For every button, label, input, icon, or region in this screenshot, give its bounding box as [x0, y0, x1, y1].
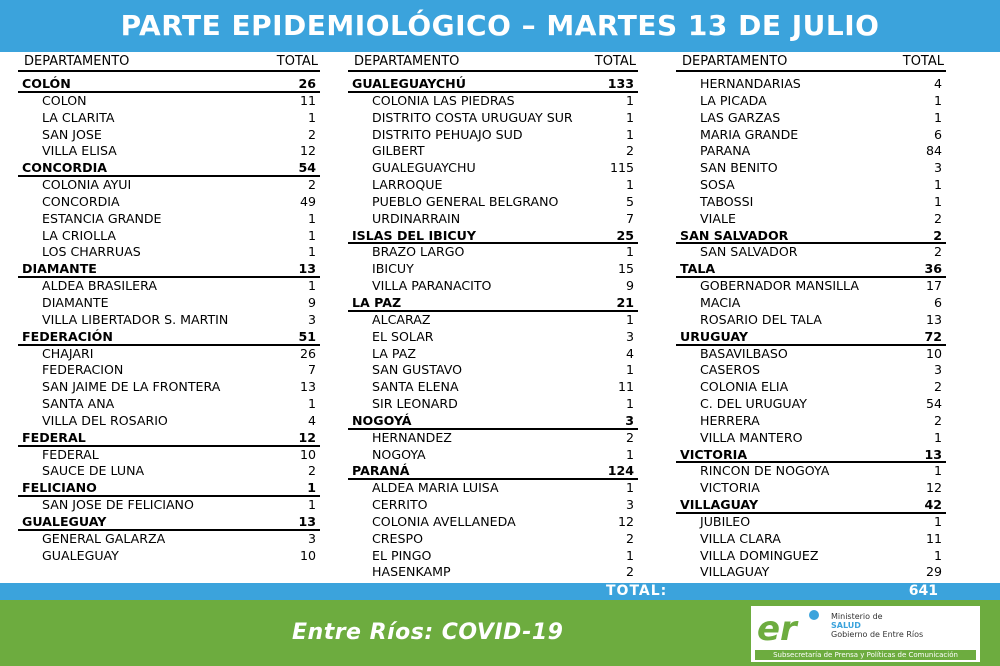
department-total: 42: [924, 497, 942, 513]
city-row: [676, 110, 946, 127]
city-count: 3: [625, 328, 634, 344]
city-name: GOBERNADOR MANSILLA: [700, 278, 859, 294]
city-row: [18, 531, 320, 548]
city-row: [676, 362, 946, 379]
column-left: [18, 53, 320, 564]
city-name: LA PAZ: [372, 345, 416, 361]
city-name: CRESPO: [372, 530, 424, 546]
city-count: 7: [625, 210, 634, 226]
city-row: [18, 228, 320, 245]
city-row: [348, 379, 638, 396]
city-count: 1: [933, 463, 942, 479]
city-count: 2: [307, 177, 316, 193]
city-count: 1: [307, 278, 316, 294]
department-total: 72: [924, 328, 942, 344]
er-logo-mark: er: [757, 609, 797, 649]
city-row: [676, 127, 946, 144]
city-row: [348, 362, 638, 379]
city-row: [676, 430, 946, 447]
city-count: 2: [933, 379, 942, 395]
city-row: [18, 177, 320, 194]
city-row: [676, 160, 946, 177]
city-count: 4: [307, 412, 316, 428]
city-name: LA CRIOLLA: [42, 227, 117, 243]
city-name: CHAJARI: [42, 345, 94, 361]
city-name: JUBILEO: [700, 513, 751, 529]
department-name: FEDERACIÓN: [22, 328, 113, 344]
department-row: [348, 76, 638, 93]
city-count: 1: [307, 396, 316, 412]
city-name: C. DEL URUGUAY: [700, 396, 807, 412]
department-row: [18, 261, 320, 278]
department-total: 36: [924, 261, 942, 277]
city-row: [676, 194, 946, 211]
city-name: PARANA: [700, 143, 751, 159]
city-row: [676, 548, 946, 565]
department-total: 51: [298, 328, 316, 344]
city-name: LAS GARZAS: [700, 109, 781, 125]
city-name: SAUCE DE LUNA: [42, 463, 145, 479]
city-name: GUALEGUAYCHU: [372, 160, 476, 176]
city-row: [18, 127, 320, 144]
city-name: BRAZO LARGO: [372, 244, 465, 260]
department-name: DIAMANTE: [22, 261, 97, 277]
city-count: 2: [933, 210, 942, 226]
city-count: 7: [307, 362, 316, 378]
city-name: MACIA: [700, 294, 741, 310]
city-row: [18, 211, 320, 228]
city-row: [676, 480, 946, 497]
department-name: VILLAGUAY: [680, 497, 759, 513]
department-name: PARANÁ: [352, 463, 410, 479]
city-row: [348, 329, 638, 346]
city-name: FEDERAL: [42, 446, 99, 462]
city-row: [348, 278, 638, 295]
city-count: 1: [625, 177, 634, 193]
department-name: FEDERAL: [22, 429, 86, 445]
city-name: LA PICADA: [700, 92, 767, 108]
city-name: SAN BENITO: [700, 160, 778, 176]
city-row: [676, 93, 946, 110]
city-row: [18, 244, 320, 261]
city-row: [348, 346, 638, 363]
city-name: CASEROS: [700, 362, 761, 378]
city-name: HERRERA: [700, 412, 760, 428]
city-row: [676, 346, 946, 363]
city-count: 2: [307, 126, 316, 142]
city-count: 26: [299, 345, 316, 361]
city-row: [18, 278, 320, 295]
city-name: VIALE: [700, 210, 736, 226]
city-row: [18, 312, 320, 329]
city-count: 1: [933, 429, 942, 445]
city-name: TABOSSI: [700, 193, 754, 209]
department-name: FELICIANO: [22, 480, 97, 496]
department-row: [348, 463, 638, 480]
city-count: 9: [625, 278, 634, 294]
city-count: 13: [925, 311, 942, 327]
city-name: SOSA: [700, 177, 735, 193]
city-name: VILLA DOMINGUEZ: [700, 547, 819, 563]
city-name: CERRITO: [372, 497, 428, 513]
city-row: [348, 211, 638, 228]
header-departamento: DEPARTAMENTO: [682, 54, 788, 69]
column-header: [18, 53, 320, 72]
city-name: DISTRITO COSTA URUGUAY SUR: [372, 109, 573, 125]
city-row: [348, 447, 638, 464]
city-row: [348, 396, 638, 413]
city-count: 11: [617, 379, 634, 395]
city-count: 1: [307, 244, 316, 260]
city-count: 2: [307, 463, 316, 479]
city-count: 1: [625, 480, 634, 496]
city-row: [676, 211, 946, 228]
department-name: COLÓN: [22, 76, 71, 91]
table-rows: [18, 76, 320, 564]
city-count: 115: [609, 160, 634, 176]
city-name: VICTORIA: [700, 480, 760, 496]
city-row: [18, 548, 320, 565]
city-name: SAN JAIME DE LA FRONTERA: [42, 379, 221, 395]
department-name: GUALEGUAY: [22, 513, 107, 529]
city-count: 11: [925, 530, 942, 546]
city-row: [676, 312, 946, 329]
department-row: [348, 228, 638, 245]
city-count: 13: [299, 379, 316, 395]
city-count: 6: [933, 294, 942, 310]
city-name: HERNANDARIAS: [700, 76, 801, 91]
city-name: VILLA LIBERTADOR S. MARTIN: [42, 311, 229, 327]
city-count: 1: [307, 109, 316, 125]
city-name: COLONIA ELIA: [700, 379, 789, 395]
city-count: 1: [625, 311, 634, 327]
column-header: [676, 53, 946, 72]
city-name: SANTA ELENA: [372, 379, 459, 395]
city-count: 1: [933, 109, 942, 125]
department-row: [676, 447, 946, 464]
city-row: [676, 514, 946, 531]
department-total: 25: [616, 227, 634, 243]
city-name: SAN JOSE DE FELICIANO: [42, 497, 194, 513]
city-name: DISTRITO PEHUAJO SUD: [372, 126, 523, 142]
city-count: 1: [625, 446, 634, 462]
city-row: [676, 295, 946, 312]
total-bar: [0, 583, 1000, 600]
department-name: TALA: [680, 261, 716, 277]
city-row: [348, 93, 638, 110]
city-count: 1: [625, 244, 634, 260]
city-count: 11: [299, 92, 316, 108]
department-total: 13: [298, 513, 316, 529]
department-row: [676, 329, 946, 346]
department-total: 124: [607, 463, 634, 479]
city-count: 1: [625, 126, 634, 142]
city-count: 1: [307, 227, 316, 243]
department-name: LA PAZ: [352, 294, 402, 310]
city-row: [676, 564, 946, 581]
city-count: 1: [625, 92, 634, 108]
city-row: [18, 396, 320, 413]
city-name: VILLA ELISA: [42, 143, 117, 159]
city-count: 1: [933, 177, 942, 193]
city-name: PUEBLO GENERAL BELGRANO: [372, 193, 559, 209]
city-row: [348, 531, 638, 548]
city-row: [348, 143, 638, 160]
city-name: IBICUY: [372, 261, 414, 277]
department-row: [676, 261, 946, 278]
city-row: [18, 413, 320, 430]
department-row: [18, 514, 320, 531]
city-count: 49: [299, 193, 316, 209]
city-row: [18, 497, 320, 514]
city-row: [348, 127, 638, 144]
city-count: 3: [307, 530, 316, 546]
city-count: 54: [925, 396, 942, 412]
department-name: GUALEGUAYCHÚ: [352, 76, 466, 91]
city-name: SIR LEONARD: [372, 396, 458, 412]
city-name: FEDERACION: [42, 362, 124, 378]
logo-line2: SALUD: [831, 621, 861, 630]
city-count: 1: [933, 513, 942, 529]
department-row: [18, 160, 320, 177]
column-middle: [348, 53, 638, 581]
city-count: 10: [299, 446, 316, 462]
city-count: 1: [625, 362, 634, 378]
city-count: 1: [625, 547, 634, 563]
city-row: [348, 514, 638, 531]
city-row: [18, 295, 320, 312]
city-name: SANTA ANA: [42, 396, 115, 412]
header-total: TOTAL: [594, 54, 636, 69]
city-name: VILLAGUAY: [700, 564, 770, 580]
city-name: ESTANCIA GRANDE: [42, 210, 162, 226]
city-name: ALCARAZ: [372, 311, 431, 327]
city-row: [18, 379, 320, 396]
logo-line3: Gobierno de Entre Ríos: [831, 630, 924, 639]
city-count: 1: [625, 396, 634, 412]
city-name: RINCON DE NOGOYA: [700, 463, 830, 479]
city-name: ALDEA MARIA LUISA: [372, 480, 499, 496]
department-row: [348, 295, 638, 312]
header-total: TOTAL: [902, 54, 944, 69]
department-row: [348, 413, 638, 430]
city-count: 3: [307, 311, 316, 327]
city-row: [348, 160, 638, 177]
department-name: URUGUAY: [680, 328, 748, 344]
city-name: SAN JOSE: [42, 126, 102, 142]
department-total: 3: [625, 412, 634, 428]
department-name: CONCORDIA: [22, 160, 108, 176]
city-row: [18, 93, 320, 110]
city-count: 1: [625, 109, 634, 125]
city-name: EL PINGO: [372, 547, 432, 563]
department-total: 13: [924, 446, 942, 462]
city-name: COLONIA AYUI: [42, 177, 132, 193]
logo-line1: Ministerio de: [831, 612, 883, 621]
city-row: [676, 379, 946, 396]
department-total: 12: [298, 429, 316, 445]
city-name: COLONIA LAS PIEDRAS: [372, 92, 515, 108]
city-count: 3: [933, 160, 942, 176]
city-row: [348, 110, 638, 127]
city-row: [18, 447, 320, 464]
column-header: [348, 53, 638, 72]
city-row: [348, 194, 638, 211]
city-row: [348, 564, 638, 581]
city-row: [348, 312, 638, 329]
department-row: [18, 329, 320, 346]
city-row: [348, 480, 638, 497]
city-name: DIAMANTE: [42, 294, 109, 310]
city-row: [676, 531, 946, 548]
city-row: [676, 396, 946, 413]
city-count: 2: [625, 429, 634, 445]
city-row: [676, 244, 946, 261]
ministry-logo: [751, 606, 980, 662]
city-row: [18, 362, 320, 379]
city-name: COLONIA AVELLANEDA: [372, 513, 516, 529]
city-row: [18, 110, 320, 127]
city-name: URDINARRAIN: [372, 210, 461, 226]
city-row: [348, 430, 638, 447]
city-count: 2: [933, 244, 942, 260]
city-count: 10: [299, 547, 316, 563]
city-name: ROSARIO DEL TALA: [700, 311, 822, 327]
footer-slogan: Entre Ríos: COVID-19: [292, 620, 564, 645]
department-row: [18, 480, 320, 497]
city-count: 4: [625, 345, 634, 361]
city-count: 12: [617, 513, 634, 529]
city-name: ALDEA BRASILERA: [42, 278, 157, 294]
logo-dot-icon: [809, 610, 819, 620]
city-name: MARIA GRANDE: [700, 126, 799, 142]
column-right: [676, 53, 946, 581]
logo-subtitle: Subsecretaría de Prensa y Políticas de Comunicación: [755, 650, 976, 660]
total-value: 641: [908, 583, 938, 599]
city-row: [676, 143, 946, 160]
city-name: VILLA MANTERO: [700, 429, 803, 445]
header-total: TOTAL: [276, 54, 318, 69]
city-row: [18, 194, 320, 211]
city-count: 2: [933, 412, 942, 428]
city-count: 5: [625, 193, 634, 209]
city-count: 9: [307, 294, 316, 310]
city-count: 12: [925, 480, 942, 496]
city-row: [18, 143, 320, 160]
city-name: HASENKAMP: [372, 564, 451, 580]
city-name: SAN SALVADOR: [700, 244, 798, 260]
city-name: VILLA DEL ROSARIO: [42, 412, 168, 428]
city-count: 1: [307, 210, 316, 226]
city-row: [348, 261, 638, 278]
city-name: CONCORDIA: [42, 193, 120, 209]
city-count: 4: [933, 76, 942, 91]
city-row: [18, 463, 320, 480]
city-count: 1: [933, 547, 942, 563]
city-name: GUALEGUAY: [42, 547, 119, 563]
city-name: HERNANDEZ: [372, 429, 452, 445]
city-row: [348, 497, 638, 514]
city-count: 12: [299, 143, 316, 159]
total-label: TOTAL:: [606, 583, 668, 599]
city-row: [676, 463, 946, 480]
department-total: 54: [298, 160, 316, 176]
department-name: SAN SALVADOR: [680, 227, 789, 243]
city-row: [18, 346, 320, 363]
department-total: 2: [933, 227, 942, 243]
department-name: VICTORIA: [680, 446, 748, 462]
city-count: 84: [925, 143, 942, 159]
city-name: NOGOYA: [372, 446, 426, 462]
city-name: LA CLARITA: [42, 109, 115, 125]
department-row: [18, 430, 320, 447]
city-count: 1: [933, 193, 942, 209]
city-name: LOS CHARRUAS: [42, 244, 141, 260]
city-row: [348, 177, 638, 194]
city-count: 3: [933, 362, 942, 378]
city-count: 2: [625, 143, 634, 159]
city-row: [676, 278, 946, 295]
city-count: 6: [933, 126, 942, 142]
department-total: 13: [298, 261, 316, 277]
city-name: VILLA PARANACITO: [372, 278, 492, 294]
city-name: LARROQUE: [372, 177, 443, 193]
city-name: SAN GUSTAVO: [372, 362, 463, 378]
city-count: 1: [307, 497, 316, 513]
city-row: [348, 244, 638, 261]
city-row: [676, 177, 946, 194]
city-count: 17: [925, 278, 942, 294]
department-name: NOGOYÁ: [352, 412, 412, 428]
city-count: 1: [933, 92, 942, 108]
department-total: 133: [607, 76, 634, 91]
city-row: [676, 413, 946, 430]
page-title: PARTE EPIDEMIOLÓGICO – MARTES 13 DE JULIO: [0, 0, 1000, 52]
city-row: [348, 548, 638, 565]
header-departamento: DEPARTAMENTO: [24, 54, 130, 69]
city-name: GILBERT: [372, 143, 425, 159]
city-count: 3: [625, 497, 634, 513]
department-row: [676, 228, 946, 245]
header-departamento: DEPARTAMENTO: [354, 54, 460, 69]
department-total: 26: [298, 76, 316, 91]
city-name: VILLA CLARA: [700, 530, 781, 546]
city-name: GENERAL GALARZA: [42, 530, 166, 546]
department-row: [18, 76, 320, 93]
department-total: 21: [616, 294, 634, 310]
city-name: COLON: [42, 92, 87, 108]
city-count: 29: [925, 564, 942, 580]
city-name: EL SOLAR: [372, 328, 434, 344]
city-count: 15: [617, 261, 634, 277]
department-name: ISLAS DEL IBICUY: [352, 227, 477, 243]
department-row: [676, 497, 946, 514]
department-total: 1: [307, 480, 316, 496]
city-count: 10: [925, 345, 942, 361]
city-count: 2: [625, 530, 634, 546]
table-rows: [348, 76, 638, 581]
city-name: BASAVILBASO: [700, 345, 788, 361]
city-count: 2: [625, 564, 634, 580]
table-rows: [676, 76, 946, 581]
city-row: [676, 76, 946, 93]
